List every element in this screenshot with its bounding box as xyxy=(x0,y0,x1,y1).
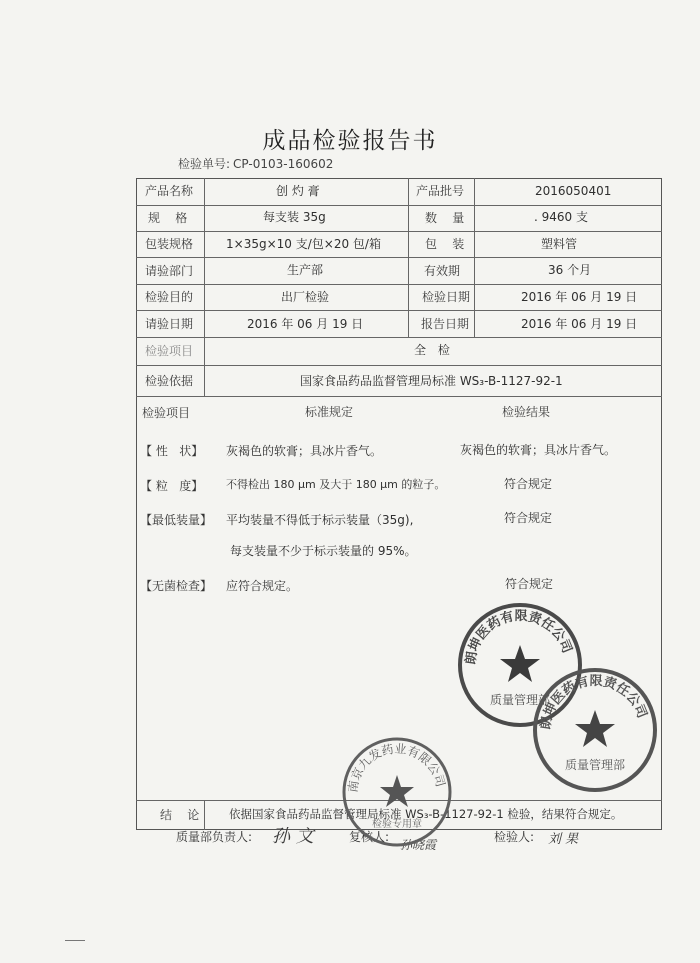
results-header-result: 检验结果 xyxy=(502,405,551,419)
request-date-value: 2016 年 06 月 19 日 xyxy=(247,317,364,331)
inspector-signature: 刘 果 xyxy=(548,832,579,847)
validity-label: 有效期 xyxy=(424,264,461,278)
packing-value: 塑料管 xyxy=(541,237,578,251)
row-divider xyxy=(136,205,662,206)
conclusion-value: 依据国家食品药品监督管理局标准 WS₃-B-1127-92-1 检验，结果符合规定。 xyxy=(229,807,623,821)
scan-mark xyxy=(65,940,85,941)
company-seal xyxy=(530,665,660,795)
result-value: 符合规定 xyxy=(504,477,553,491)
pack-spec-label: 包装规格 xyxy=(145,237,194,251)
inspect-date-label: 检验日期 xyxy=(422,290,471,304)
doc-number-label: 检验单号: xyxy=(178,157,231,171)
inspection-seal xyxy=(340,735,455,850)
row-divider xyxy=(136,396,662,397)
row-divider xyxy=(136,310,662,311)
basis-label: 检验依据 xyxy=(145,374,194,388)
result-item: 【 性 状】 xyxy=(140,444,204,458)
svg-text:质量管理部: 质量管理部 xyxy=(489,693,551,707)
product-name-value: 创 灼 膏 xyxy=(276,184,320,198)
pack-spec-value: 1×35g×10 支/包×20 包/箱 xyxy=(226,237,381,251)
validity-value: 36 个月 xyxy=(548,263,592,277)
basis-value: 国家食品药品监督管理局标准 WS₃-B-1127-92-1 xyxy=(300,374,563,388)
col-divider xyxy=(474,178,475,337)
purpose-value: 出厂检验 xyxy=(281,290,330,304)
result-standard: 应符合规定。 xyxy=(226,579,299,593)
doc-number-value: CP-0103-160602 xyxy=(233,157,334,171)
svg-text:质量管理部: 质量管理部 xyxy=(564,758,626,772)
spec-label: 规 格 xyxy=(148,211,188,225)
reviewer-label: 复核人: xyxy=(349,830,390,844)
request-date-label: 请验日期 xyxy=(145,317,194,331)
purpose-label: 检验目的 xyxy=(145,290,194,304)
report-title: 成品检验报告书 xyxy=(262,128,438,154)
results-header-item: 检验项目 xyxy=(142,406,191,420)
result-standard: 灰褐色的软膏；具冰片香气。 xyxy=(226,444,383,458)
result-item: 【无菌检查】 xyxy=(140,579,213,593)
col-divider xyxy=(408,178,409,337)
request-dept-label: 请验部门 xyxy=(145,264,194,278)
quality-head-signature: 孙 文 xyxy=(272,826,314,847)
row-divider xyxy=(136,337,662,338)
request-dept-value: 生产部 xyxy=(287,263,324,277)
report-date-value: 2016 年 06 月 19 日 xyxy=(521,317,638,331)
conclusion-label: 结 论 xyxy=(160,808,200,822)
row-divider xyxy=(136,365,662,366)
quality-head-label: 质量部负责人: xyxy=(176,830,253,844)
product-name-label: 产品名称 xyxy=(145,184,194,198)
result-standard: 不得检出 180 μm 及大于 180 μm 的粒子。 xyxy=(226,478,446,491)
result-value: 灰褐色的软膏；具冰片香气。 xyxy=(460,443,617,457)
items-value: 全 检 xyxy=(414,343,454,357)
batch-no-value: 2016050401 xyxy=(535,184,612,198)
col-divider xyxy=(204,178,205,396)
result-standard: 平均装量不得低于标示装量（35g), xyxy=(226,513,414,527)
results-header-standard: 标准规定 xyxy=(305,405,354,419)
reviewer-signature: 孙晓霞 xyxy=(400,838,437,852)
batch-no-label: 产品批号 xyxy=(416,184,465,198)
result-value: 符合规定 xyxy=(505,577,554,591)
result-item: 【最低装量】 xyxy=(140,513,213,527)
quantity-label: 数 量 xyxy=(425,211,465,225)
inspect-date-value: 2016 年 06 月 19 日 xyxy=(521,290,638,304)
spec-value: 每支装 35g xyxy=(263,210,326,224)
svg-text:南京九发药业有限公司: 南京九发药业有限公司 xyxy=(345,741,448,794)
svg-text:朗坤医药有限责任公司: 朗坤医药有限责任公司 xyxy=(538,673,650,731)
row-divider xyxy=(136,257,662,258)
row-divider xyxy=(136,231,662,232)
inspector-label: 检验人: xyxy=(494,830,535,844)
result-item: 【 粒 度】 xyxy=(140,479,204,493)
row-divider xyxy=(136,284,662,285)
packing-label: 包 装 xyxy=(425,237,465,251)
result-standard: 每支装量不少于标示装量的 95%。 xyxy=(230,544,417,558)
report-date-label: 报告日期 xyxy=(421,317,470,331)
items-label: 检验项目 xyxy=(145,344,194,358)
svg-text:朗坤医药有限责任公司: 朗坤医药有限责任公司 xyxy=(463,608,575,666)
result-value: 符合规定 xyxy=(504,511,553,525)
doc-number xyxy=(175,155,333,172)
svg-text:检验专用章: 检验专用章 xyxy=(372,819,422,830)
col-divider xyxy=(204,800,205,830)
quantity-value: . 9460 支 xyxy=(534,210,588,224)
